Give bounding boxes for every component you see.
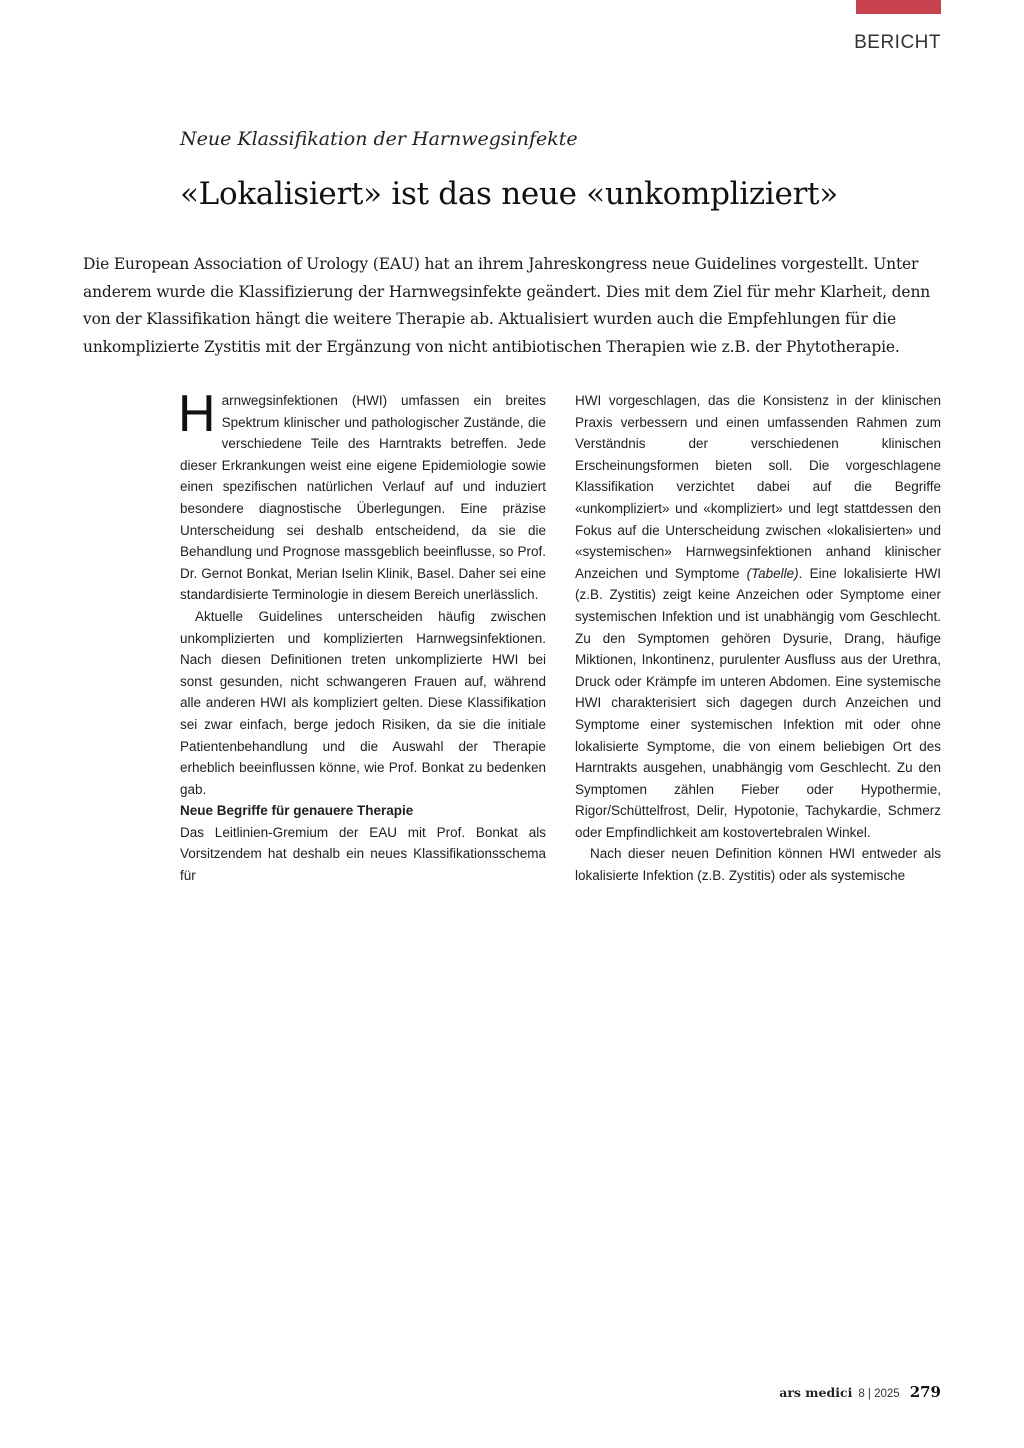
article-title: «Lokalisiert» ist das neue «unkompliziert»	[180, 176, 838, 212]
page-number: 279	[909, 1383, 941, 1401]
header-accent-bar	[856, 0, 941, 14]
article-lead: Die European Association of Urology (EAU) hat an ihrem Jahreskongress neue Guidelines vorgestellt. Unter anderem wurde die Klassifizierung der Harnwegsinfekte geändert. Dies mit dem Ziel für mehr Klarheit, denn von der Klassifikation hängt die weitere Therapie ab. Aktualisiert wurden auch die Empfehlungen für die unkomplizierte Zystitis mit der Ergänzung von nicht antibiotischen Therapien wie z.B. der Phytotherapie.	[83, 255, 931, 356]
paragraph-new-definition: Nach dieser neuen Definition können HWI entweder als lokalisierte Infektion (z.B. Zystitis) oder als systemische	[575, 846, 941, 884]
paragraph-classification-text-a: HWI vorgeschlagen, das die Konsistenz in der klinischen Praxis verbessern und einen umfassenden Rahmen zum Verständnis der verschiedenen klinischen Erscheinungsformen bieten soll. Die vorgeschlagene Klassifikation verzichtet dabei auf die Begriffe «unkompliziert» und «kompliziert» und legt stattdessen den Fokus auf die Unterscheidung zwischen «lokalisierten» und «systemischen» Harnwegsinfektionen anhand klinischer Anzeichen und Symptome	[575, 393, 941, 581]
paragraph-classification	[575, 390, 941, 843]
paragraph-intro	[178, 385, 546, 606]
subheading: Neue Begriffe für genauere Therapie	[180, 803, 414, 819]
page-footer	[779, 1383, 941, 1401]
body-column-right	[575, 390, 941, 887]
paragraph-eau-panel: Das Leitlinien-Gremium der EAU mit Prof. Bonkat als Vorsitzendem hat deshalb ein neues Klassifikationsschema für	[180, 824, 546, 884]
journal-name: ars medici	[779, 1385, 853, 1400]
paragraph-intro-text: arnwegsinfektionen (HWI) umfassen ein breites Spektrum klinischer und pathologischer Zustände, die verschiedene Teile des Harntrakts betreffen. Jede dieser Erkrankungen weist eine eigene Epidemiologie sowie einen spezifischen natürlichen Verlauf auf und induziert besondere diagnostische Überlegungen. Eine präzise Unterscheidung sei deshalb entscheidend, da sie die Behandlung und Prognose massgeblich beeinflusse, so Prof. Dr. Gernot Bonkat, Merian Iselin Klinik, Basel. Daher sei eine standardisierte Terminologie in diesem Bereich unerlässlich.	[180, 393, 546, 603]
issue-number: 8 | 2025	[858, 1388, 900, 1400]
body-column-left	[178, 385, 546, 887]
section-label: BERICHT	[854, 32, 941, 53]
article-kicker: Neue Klassifikation der Harnwegsinfekte	[180, 128, 578, 150]
paragraph-guidelines: Aktuelle Guidelines unterscheiden häufig zwischen unkomplizierten und komplizierten Harnwegsinfektionen. Nach diesen Definitionen treten unkomplizierte HWI bei sonst gesunden, nicht schwangeren Frauen auf, während alle anderen HWI als kompliziert gelten. Diese Klassifikation sei zwar einfach, berge jedoch Risiken, da sie die initiale Patientenbehandlung und die Auswahl der Therapie erheblich beeinflussen könne, wie Prof. Bonkat zu bedenken gab.	[180, 608, 546, 797]
paragraph-classification-text-b: . Eine lokalisierte HWI (z.B. Zystitis) zeigt keine Anzeichen oder Symptome einer systemischen Infektion und ist unabhängig vom Geschlecht. Zu den Symptomen gehören Dysurie, Drang, häufige Miktionen, Inkontinenz, purulenter Ausfluss aus der Urethra, Druck oder Krämpfe im unteren Abdomen. Eine systemische HWI charakterisiert sich dagegen durch Anzeichen und Symptome einer systemischen Infektion mit oder ohne lokalisierte Symptome, die von einem beliebigen Ort des Harntrakts ausgehen, unabhängig vom Geschlecht. Zu den Symptomen zählen Fieber oder Hypothermie, Rigor/Schüttelfrost, Delir, Hypotonie, Tachykardie, Schmerz oder Empfindlichkeit am kostovertebralen Winkel.	[575, 565, 942, 840]
table-reference: (Tabelle)	[746, 565, 799, 581]
drop-cap: H	[178, 385, 216, 443]
